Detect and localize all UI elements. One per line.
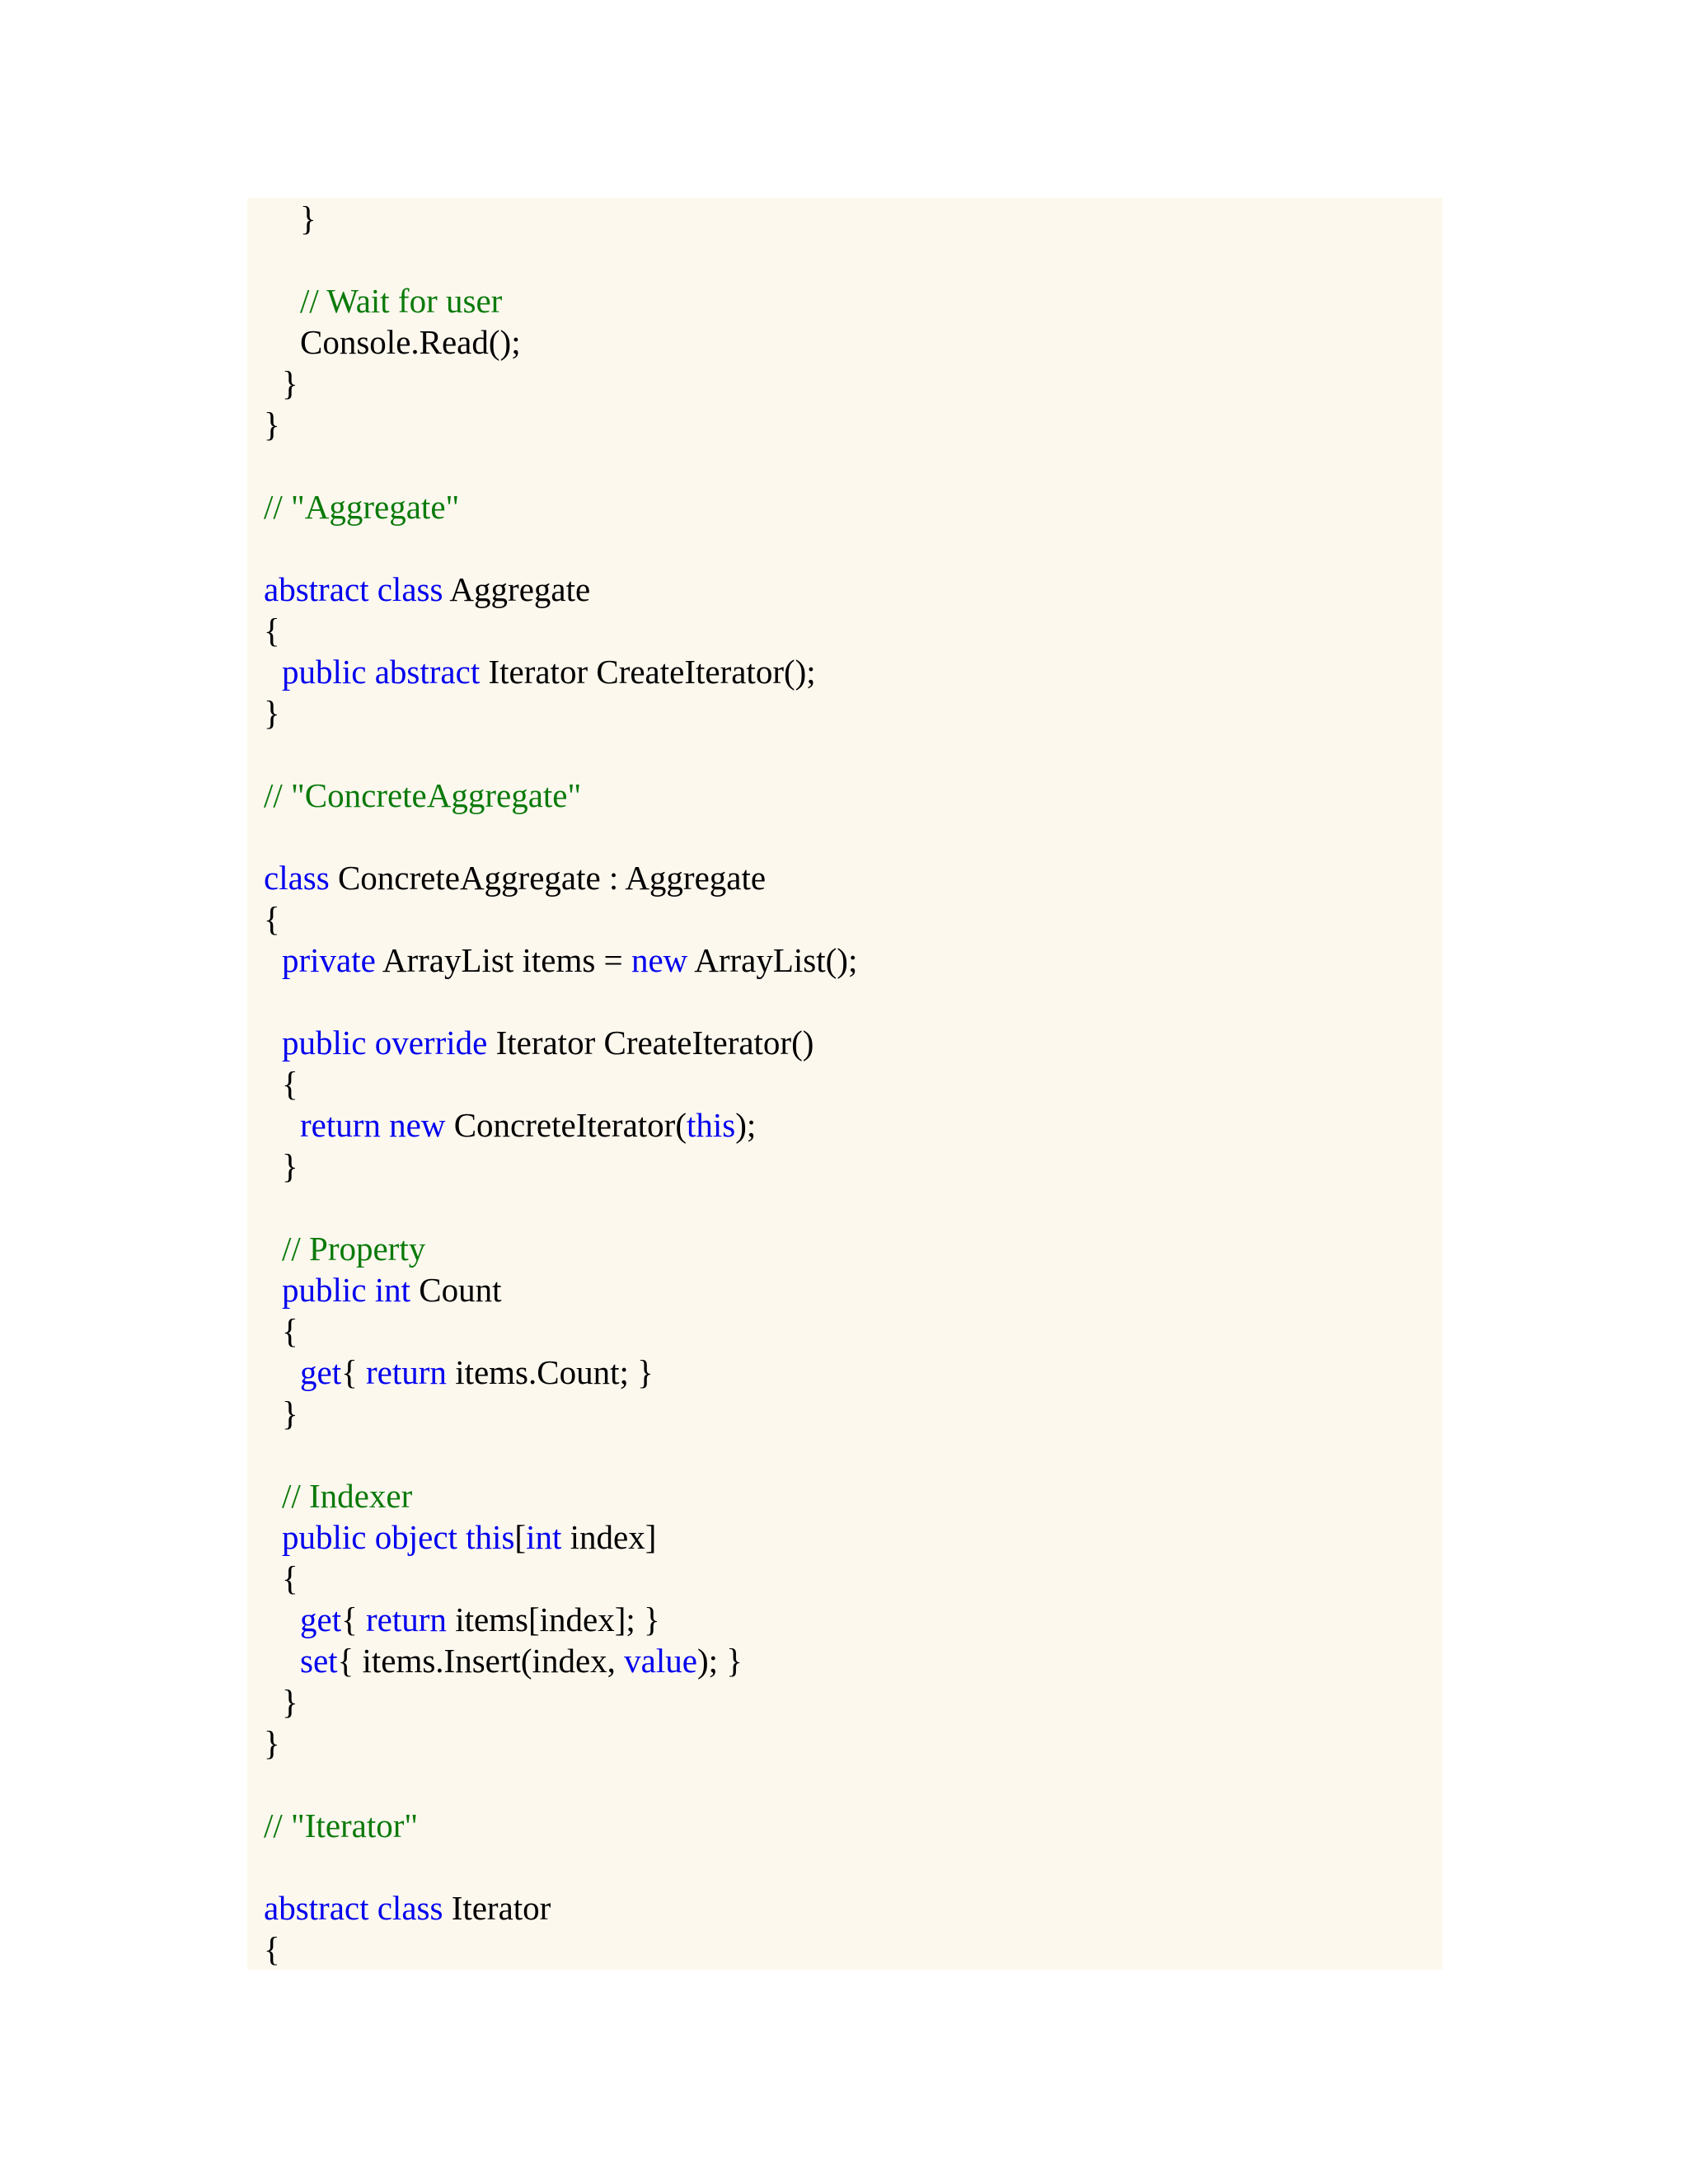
code-text: Aggregate: [443, 570, 591, 608]
code-line: [300, 1104, 756, 1146]
code-keyword: abstract class: [264, 570, 443, 608]
code-comment: // "Iterator": [264, 1807, 419, 1844]
code-line: [264, 486, 459, 527]
code-line: [264, 1722, 280, 1764]
code-keyword: set: [300, 1642, 338, 1680]
code-text: Iterator: [443, 1889, 551, 1927]
code-text: );: [735, 1106, 757, 1144]
code-keyword: new: [631, 941, 688, 979]
code-text: }: [264, 405, 280, 443]
code-keyword: return: [366, 1353, 447, 1391]
code-text: { items.Insert(index,: [337, 1642, 625, 1680]
code-text: items[index]; }: [446, 1601, 660, 1638]
code-comment: // "Aggregate": [264, 488, 460, 526]
code-block: [247, 198, 1442, 1970]
code-line: [264, 1887, 551, 1929]
code-keyword: public object this: [282, 1518, 515, 1556]
code-line: [282, 1228, 425, 1269]
code-text: {: [282, 1559, 298, 1597]
code-line: [282, 363, 298, 404]
code-line: [282, 1516, 656, 1558]
code-line: [282, 1310, 298, 1352]
code-line: [264, 569, 590, 610]
code-line: [264, 610, 280, 651]
code-line: [300, 280, 502, 321]
code-keyword: this: [686, 1106, 736, 1144]
code-text: items.Count; }: [446, 1353, 654, 1391]
code-line: [264, 404, 280, 445]
code-keyword: int: [526, 1518, 562, 1556]
code-line: [264, 1805, 418, 1846]
code-text: }: [282, 364, 298, 402]
code-text: }: [264, 1724, 280, 1762]
code-text: Iterator CreateIterator();: [480, 653, 816, 691]
code-line: [264, 775, 581, 816]
code-text: Count: [410, 1271, 502, 1309]
code-keyword: private: [282, 941, 376, 979]
code-keyword: return new: [300, 1106, 446, 1144]
code-text: ConcreteIterator(: [445, 1106, 687, 1144]
code-line: [282, 1393, 298, 1434]
code-text: {: [341, 1353, 367, 1391]
code-comment: // "ConcreteAggregate": [264, 776, 582, 814]
code-keyword: get: [300, 1353, 342, 1391]
code-line: [282, 1063, 298, 1104]
code-text: ); }: [696, 1642, 743, 1680]
code-keyword: return: [366, 1601, 447, 1638]
code-line: [300, 198, 316, 239]
code-line: [282, 940, 857, 981]
code-text: {: [282, 1065, 298, 1103]
code-line: [282, 1146, 298, 1187]
code-line: [282, 1269, 502, 1310]
code-line: [264, 1929, 280, 1970]
code-keyword: public override: [282, 1024, 488, 1062]
code-text: {: [264, 900, 280, 938]
code-text: Iterator CreateIterator(): [487, 1024, 814, 1062]
code-text: {: [264, 612, 280, 649]
code-text: }: [282, 1147, 298, 1185]
code-text: {: [282, 1312, 298, 1350]
code-text: }: [300, 199, 316, 237]
code-keyword: public abstract: [282, 653, 481, 691]
code-comment: // Indexer: [282, 1477, 413, 1515]
code-keyword: public int: [282, 1271, 411, 1309]
code-line: [300, 321, 521, 363]
code-text: {: [264, 1930, 280, 1968]
code-line: [300, 1599, 660, 1640]
code-line: [264, 857, 766, 898]
code-line: [300, 1640, 743, 1681]
code-line: [264, 898, 280, 940]
code-keyword: class: [264, 859, 330, 897]
code-text: index]: [561, 1518, 657, 1556]
code-line: [282, 1681, 298, 1722]
code-text: }: [282, 1394, 298, 1432]
code-keyword: value: [624, 1642, 697, 1680]
code-line: [282, 1558, 298, 1599]
code-line: [300, 1352, 654, 1393]
code-line: [282, 1022, 814, 1063]
code-keyword: get: [300, 1601, 342, 1638]
code-text: [: [514, 1518, 527, 1556]
code-text: ArrayList items =: [375, 941, 631, 979]
code-text: }: [264, 694, 280, 732]
code-line: [264, 692, 280, 733]
code-text: Console.Read();: [300, 323, 521, 361]
code-text: ArrayList();: [687, 941, 858, 979]
code-line: [282, 1475, 412, 1516]
code-text: {: [341, 1601, 367, 1638]
code-comment: // Property: [282, 1230, 426, 1268]
code-comment: // Wait for user: [300, 282, 503, 320]
code-text: ConcreteAggregate : Aggregate: [329, 859, 767, 897]
code-line: [282, 651, 816, 692]
code-text: }: [282, 1683, 298, 1721]
code-keyword: abstract class: [264, 1889, 443, 1927]
